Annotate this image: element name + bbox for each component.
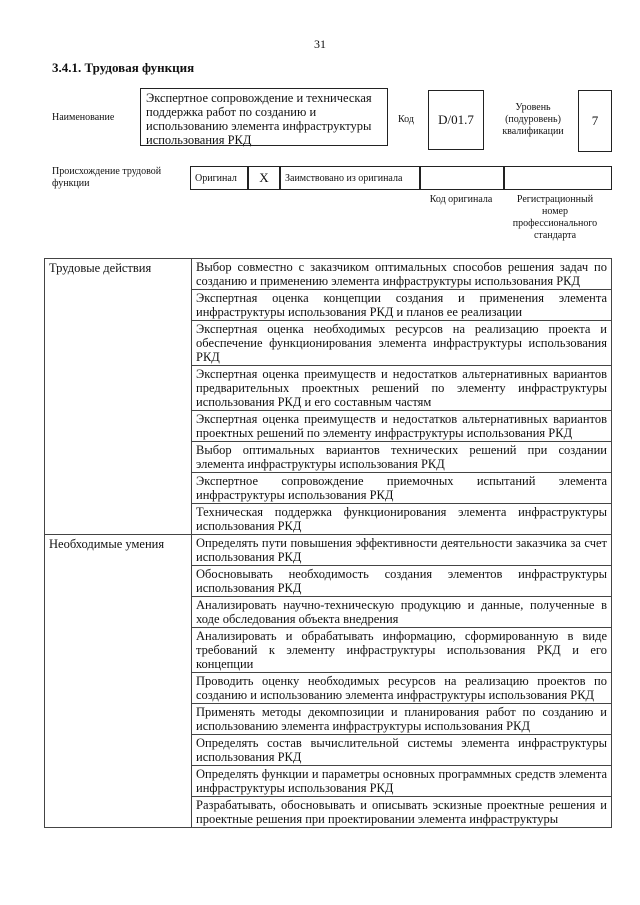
list-item: Проводить оценку необходимых ресурсов на реализацию проектов по созданию и использованию элемента инфраструктуры использования РКД xyxy=(192,673,612,704)
origin-table xyxy=(190,166,612,190)
section-title: 3.4.1. Трудовая функция xyxy=(52,60,195,75)
level-label: Уровень (подуровень) квалификации xyxy=(502,102,564,137)
table-row xyxy=(45,535,612,566)
original-mark: X xyxy=(248,166,280,190)
reg-number-cell xyxy=(504,166,612,190)
name-label: Наименование xyxy=(52,112,115,123)
origin-label: Происхождение трудовой функции xyxy=(52,166,162,189)
list-item: Разрабатывать, обосновывать и описывать эскизные проектные решения и проектные решения при проектировании элемента инфраструктуры xyxy=(192,797,612,828)
list-item: Экспертное сопровождение приемочных испытаний элемента инфраструктуры использования РКД xyxy=(192,473,612,504)
list-item: Анализировать научно-техническую продукцию и данные, полученные в ходе обследования объекта внедрения xyxy=(192,597,612,628)
list-item: Экспертная оценка преимуществ и недостатков альтернативных вариантов проектных решений по элементу инфраструктуры использования РКД xyxy=(192,411,612,442)
code-label: Код xyxy=(398,114,414,125)
list-item: Экспертная оценка концепции создания и применения элемента инфраструктуры использования РКД и планов ее реализации xyxy=(192,290,612,321)
original-label: Оригинал xyxy=(190,166,248,190)
section-title-cell: Трудовые действия xyxy=(45,259,192,535)
function-table xyxy=(44,258,612,828)
list-item: Выбор совместно с заказчиком оптимальных способов решения задач по созданию и применению элемента инфраструктуры использования РКД xyxy=(192,259,612,290)
page-number: 31 xyxy=(314,37,326,51)
list-item: Экспертная оценка преимуществ и недостатков альтернативных вариантов предварительных проектных решений по элементу инфраструктуры использования РКД и его составным частям xyxy=(192,366,612,411)
list-item: Анализировать и обрабатывать информацию, сформированную в виде требований к элементу инфраструктуры использования РКД и его концепции xyxy=(192,628,612,673)
table-row xyxy=(45,259,612,290)
list-item: Определять пути повышения эффективности деятельности заказчика за счет использования РКД xyxy=(192,535,612,566)
borrowed-label: Заимствовано из оригинала xyxy=(280,166,420,190)
list-item: Экспертная оценка необходимых ресурсов на реализацию проекта и обеспечение функционирования элемента инфраструктуры использования РКД xyxy=(192,321,612,366)
code-original-cell xyxy=(420,166,504,190)
list-item: Определять состав вычислительной системы элемента инфраструктуры использования РКД xyxy=(192,735,612,766)
section-title-cell: Необходимые умения xyxy=(45,535,192,828)
reg-number-label: Регистрационный номер профессионального стандарта xyxy=(512,194,598,241)
list-item: Техническая поддержка функционирования элемента инфраструктуры использования РКД xyxy=(192,504,612,535)
list-item: Обосновывать необходимость создания элементов инфраструктуры использования РКД xyxy=(192,566,612,597)
level-value-box: 7 xyxy=(578,90,612,152)
code-original-label: Код оригинала xyxy=(429,194,493,205)
list-item: Применять методы декомпозиции и планирования работ по созданию и использованию элемента инфраструктуры использования РКД xyxy=(192,704,612,735)
code-value-box: D/01.7 xyxy=(428,90,484,150)
list-item: Выбор оптимальных вариантов технических решений при создании элемента инфраструктуры использования РКД xyxy=(192,442,612,473)
list-item: Определять функции и параметры основных программных средств элемента инфраструктуры использования РКД xyxy=(192,766,612,797)
function-name-box: Экспертное сопровождение и техническая поддержка работ по созданию и использованию элемента инфраструктуры использования РКД xyxy=(140,88,388,146)
